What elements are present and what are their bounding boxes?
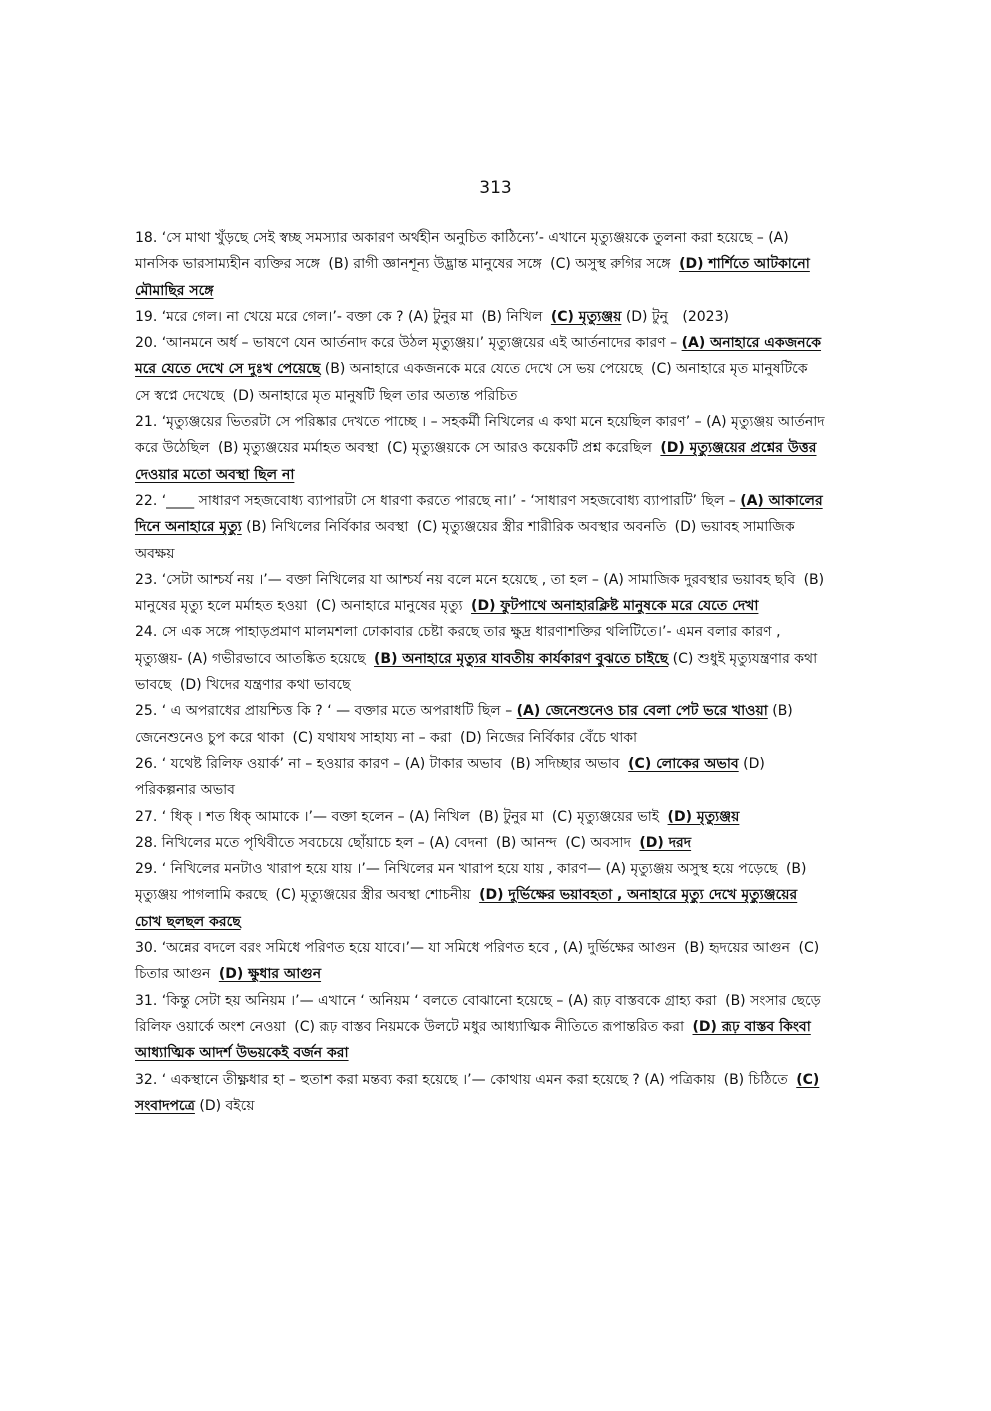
correct-answer: (C) লোকের অভাব bbox=[628, 755, 739, 772]
option: (B) আনন্দ bbox=[495, 834, 557, 851]
correct-answer: (D) মৃত্যুঞ্জয়ের প্রশ্নের উত্তর দেওয়ার মতো অবস্থা ছিল না bbox=[135, 440, 817, 483]
correct-answer: (C) মৃত্যুঞ্জয় bbox=[550, 308, 622, 325]
question-item bbox=[135, 567, 825, 620]
question-number: 27. bbox=[135, 808, 158, 825]
question-item bbox=[135, 409, 825, 488]
correct-answer: (C) সংবাদপত্রে bbox=[135, 1071, 820, 1114]
question-text: ‘ একস্থানে তীক্ষ্ণধার হা – হুতাশ করা মন্তব্য করা হয়েছে ।’— কোথায় এমন করা হয়েছে ? bbox=[161, 1071, 640, 1088]
question-number: 20. bbox=[135, 335, 158, 352]
option: (A) টাকার অভাব bbox=[404, 755, 502, 772]
question-text: ‘____ সাধারণ সহজবোধ্য ব্যাপারটা সে ধারণা করতে পারছে না।’ - ‘সাধারণ সহজবোধ্য ব্যাপারটি’ ছিল – bbox=[161, 492, 736, 509]
correct-answer: (B) অনাহারে মৃত্যুর যাবতীয় কার্যকারণ বুঝতে চাইছে bbox=[374, 650, 669, 667]
option: (B) নিখিল bbox=[481, 308, 543, 325]
option: (B) হৃদয়ের আগুন bbox=[684, 940, 791, 957]
question-text: ‘ নিখিলের মনটাও খারাপ হয়ে যায় ।’— নিখিলের মন খারাপ হয়ে যায় , কারণ— bbox=[161, 861, 602, 878]
option: (B) সদিচ্ছার অভাব bbox=[510, 755, 620, 772]
question-number: 31. bbox=[135, 992, 158, 1009]
question-item bbox=[135, 751, 825, 804]
option: (B) মৃত্যুঞ্জয়ের মর্মাহত অবস্থা bbox=[217, 440, 379, 457]
option: (A) মৃত্যুঞ্জয় আর্তনাদ করে উঠেছিল bbox=[135, 414, 825, 457]
option: (B) মৃত্যুঞ্জয় পাগলামি করছে bbox=[135, 861, 807, 904]
option: (B) জেনেশুনেও চুপ করে থাকা bbox=[135, 703, 793, 746]
question-text: নিখিলের মতে পৃথিবীতে সবচেয়ে ছোঁয়াচে হল – bbox=[161, 834, 425, 851]
option: (B) সংসার ছেড়ে রিলিফ ওয়ার্কে অংশ নেওয়া bbox=[135, 992, 821, 1035]
option: (C) চিতার আগুন bbox=[135, 940, 820, 983]
question-item bbox=[135, 330, 825, 409]
option: (A) নিখিল bbox=[409, 808, 470, 825]
question-number: 25. bbox=[135, 703, 158, 720]
option: (B) অনাহারে একজনকে মরে যেতে দেখে সে ভয় পেয়েছে bbox=[324, 361, 643, 378]
question-list bbox=[135, 225, 825, 1119]
question-item bbox=[135, 304, 825, 330]
question-text: ‘ ধিক্ । শত ধিক্ আমাকে ।’— বক্তা হলেন – bbox=[161, 808, 405, 825]
option: (A) পত্রিকায় bbox=[644, 1071, 716, 1088]
option: (B) মানুষের মৃত্যু হলে মর্মাহত হওয়া bbox=[135, 571, 825, 615]
option: (C) অবসাদ bbox=[565, 834, 631, 851]
question-text: ‘সে মাথা খুঁড়ছে সেই স্বচ্ছ সমস্যার অকারণ অর্থহীন অনুচিত কাঠিন্যে’- এখানে মৃত্যুঞ্জয়কে তুলনা করা হয়েছে – bbox=[161, 230, 764, 246]
option: (A) গভীরভাবে আতঙ্কিত হয়েছে bbox=[187, 650, 366, 667]
option: (A) দুর্ভিক্ষের আগুন bbox=[562, 940, 676, 957]
correct-answer: (D) ফুটপাথে অনাহারক্লিষ্ট মানুষকে মরে যেতে দেখা bbox=[471, 598, 759, 615]
question-text: ‘সেটা আশ্চর্য নয় ।’— বক্তা নিখিলের যা আশ্চর্য নয় বলে মনে হয়েছে , তা হল – bbox=[161, 571, 599, 588]
correct-answer: (D) ক্ষুধার আগুন bbox=[218, 966, 322, 983]
option: (C) মৃত্যুঞ্জয়ের স্ত্রীর অবস্থা শোচনীয় bbox=[275, 887, 471, 904]
option: (D) নিজের নির্বিকার বেঁচে থাকা bbox=[460, 729, 638, 746]
question-item bbox=[135, 225, 825, 304]
question-number: 21. bbox=[135, 414, 158, 431]
question-text: ‘ এ অপরাধের প্রায়শ্চিত্ত কি ? ‘ — বক্তার মতে অপরাধটি ছিল – bbox=[161, 703, 513, 720]
question-text: ‘মৃত্যুঞ্জয়ের ভিতরটা সে পরিষ্কার দেখতে পাচ্ছে । – সহকর্মী নিখিলের এ কথা মনে হয়েছিল কারণ’ – bbox=[161, 414, 702, 431]
question-text: ‘ যথেষ্ট রিলিফ ওয়ার্ক’ না – হওয়ার কারণ – bbox=[161, 755, 401, 772]
option: (D) টুনু bbox=[625, 308, 668, 325]
question-number: 30. bbox=[135, 940, 158, 957]
option: (D) অনাহারে মৃত মানুষটি ছিল তার অত্যন্ত পরিচিত bbox=[232, 387, 518, 404]
question-number: 23. bbox=[135, 571, 158, 588]
option: (B) টুনুর মা bbox=[478, 808, 544, 825]
question-text: ‘আনমনে অর্ধ – ভাষণে যেন আর্তনাদ করে উঠল মৃত্যুঞ্জয়।’ মৃত্যুঞ্জয়ের এই আর্তনাদের কারণ – bbox=[161, 335, 678, 352]
question-number: 18. bbox=[135, 230, 158, 246]
question-text: সে এক সঙ্গে পাহাড়প্রমাণ মালমশলা ঢোকাবার চেষ্টা করছে তার ক্ষুদ্র ধারণাশক্তির থলিটিতে।’- এমন বলার কারণ , মৃত্যুঞ্জয়- bbox=[135, 624, 781, 667]
exam-year: (2023) bbox=[682, 308, 729, 325]
correct-answer: (D) দরদ bbox=[639, 834, 692, 851]
question-text: ‘মরে গেল। না খেয়ে মরে গেল।’- বক্তা কে ? bbox=[161, 308, 404, 325]
question-item bbox=[135, 488, 825, 567]
question-number: 22. bbox=[135, 492, 158, 509]
option: (C) মৃত্যুঞ্জয়ের স্ত্রীর শারীরিক অবস্থার অবনতি bbox=[416, 519, 667, 536]
question-number: 32. bbox=[135, 1071, 158, 1088]
question-text: ‘অন্নের বদলে বরং সমিধে পরিণত হয়ে যাবে।’— যা সমিধে পরিণত হবে , bbox=[161, 940, 559, 957]
option: (D) খিদের যন্ত্রণার কথা ভাবছে bbox=[179, 677, 351, 694]
option: (A) সামাজিক দুরবস্থার ভয়াবহ ছবি bbox=[603, 571, 796, 588]
option: (C) মৃত্যুঞ্জয়কে সে আরও কয়েকটি প্রশ্ন করেছিল bbox=[386, 440, 652, 457]
option: (B) রাগী জ্ঞানশূন্য উদ্ভ্রান্ত মানুষের সঙ্গে bbox=[328, 256, 542, 273]
question-item bbox=[135, 935, 825, 988]
question-number: 19. bbox=[135, 308, 158, 325]
option: (C) যথাযথ সাহায্য না – করা bbox=[292, 729, 452, 746]
correct-answer: (D) দুর্ভিক্ষের ভয়াবহতা , অনাহারে মৃত্যু দেখে মৃত্যুঞ্জয়ের চোখ ছলছল করছে bbox=[135, 887, 798, 930]
question-number: 28. bbox=[135, 834, 158, 851]
question-number: 26. bbox=[135, 755, 158, 772]
correct-answer: (A) আকালের দিনে অনাহারে মৃত্যু bbox=[135, 492, 823, 536]
question-number: 29. bbox=[135, 861, 158, 878]
question-item bbox=[135, 1067, 825, 1120]
question-item bbox=[135, 988, 825, 1067]
question-number: 24. bbox=[135, 624, 158, 641]
correct-answer: (A) জেনেশুনেও চার বেলা পেট ভরে খাওয়া bbox=[516, 703, 768, 720]
option: (D) ভয়াবহ সামাজিক অবক্ষয় bbox=[135, 519, 795, 562]
option: (A) রূঢ় বাস্তবকে গ্রাহ্য করা bbox=[567, 992, 717, 1009]
question-item bbox=[135, 698, 825, 751]
correct-answer: (D) রূঢ় বাস্তব কিংবা আধ্যাত্মিক আদর্শ উভয়কেই বর্জন করা bbox=[135, 1018, 811, 1062]
option: (D) বইয়ে bbox=[199, 1097, 255, 1114]
option: (A) বেদনা bbox=[429, 834, 488, 851]
option: (A) টুনুর মা bbox=[408, 308, 473, 325]
option: (C) মৃত্যুঞ্জয়ের ভাই bbox=[551, 808, 660, 825]
option: (B) নিখিলের নির্বিকার অবস্থা bbox=[246, 519, 409, 536]
page-number: 313 bbox=[479, 178, 512, 198]
option: (A) মৃত্যুঞ্জয় অসুস্থ হয়ে পড়েছে bbox=[605, 861, 778, 878]
option: (D) পরিকল্পনার অভাব bbox=[135, 755, 765, 799]
correct-answer: (D) মৃত্যুঞ্জয় bbox=[667, 808, 740, 825]
question-item bbox=[135, 619, 825, 698]
option: (A) মানসিক ভারসাম্যহীন ব্যক্তির সঙ্গে bbox=[135, 230, 789, 273]
question-text: ‘কিন্তু সেটা হয় অনিয়ম ।’— এখানে ‘ অনিয়ম ‘ বলতে বোঝানো হয়েছে – bbox=[161, 992, 564, 1009]
option: (C) শুধুই মৃত্যুযন্ত্রণার কথা ভাবছে bbox=[135, 650, 818, 694]
option: (C) অনাহারে মৃত মানুষটিকে সে স্বপ্নে দেখেছে bbox=[135, 361, 808, 404]
correct-answer: (D) শার্শিতে আটকানো মৌমাছির সঙ্গে bbox=[135, 256, 810, 299]
question-item bbox=[135, 830, 825, 856]
option: (C) অসুস্থ রুগির সঙ্গে bbox=[550, 256, 671, 273]
option: (C) রূঢ় বাস্তব নিয়মকে উলটে মধুর আধ্যাত্মিক নীতিতে রূপান্তরিত করা bbox=[294, 1018, 685, 1035]
correct-answer: (A) অনাহারে একজনকে মরে যেতে দেখে সে দুঃখ পেয়েছে bbox=[135, 335, 822, 378]
question-item bbox=[135, 856, 825, 935]
option: (B) চিঠিতে bbox=[723, 1071, 788, 1088]
option: (C) অনাহারে মানুষের মৃত্যু bbox=[315, 598, 463, 615]
question-item bbox=[135, 804, 825, 830]
